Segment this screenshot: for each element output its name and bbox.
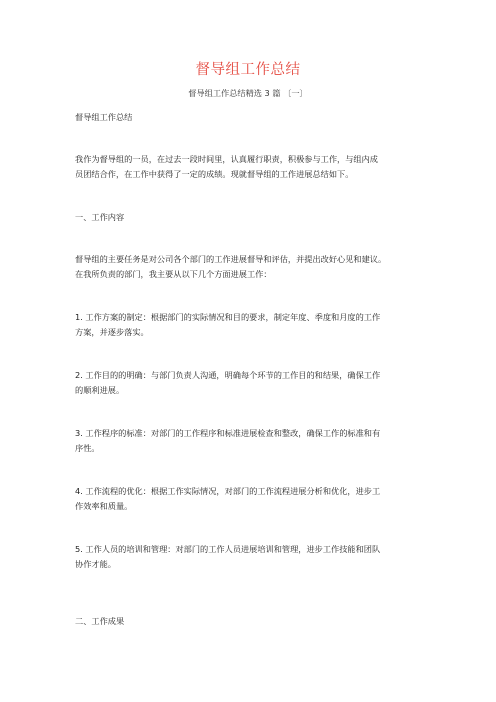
intro-line-1: 我作为督导组的一员，在过去一段时间里，认真履行职责，积极参与工作，与组内成 xyxy=(75,154,378,164)
intro-line-2: 员团结合作，在工作中获得了一定的成绩。现就督导组的工作进展总结如下。 xyxy=(75,169,354,179)
section1-intro-line-2: 在我所负责的部门，我主要从以下几个方面进展工作： xyxy=(75,269,272,279)
section1-title: 一、工作内容 xyxy=(75,212,125,222)
item-4-line-1: 4. 工作流程的优化：根据工作实际情况，对部门的工作流程进展分析和优化，进步工 xyxy=(75,486,381,496)
item-1-line-1: 1. 工作方案的制定：根据部门的实际情况和目的要求，制定年度、季度和月度的工作 xyxy=(75,312,381,322)
item-4-line-2: 作效率和质量。 xyxy=(75,501,133,511)
item-3-line-1: 3. 工作程序的标准：对部门的工作程序和标准进展检查和整改，确保工作的标准和有 xyxy=(75,428,381,438)
item-1-line-2: 方案，并逐步落实。 xyxy=(75,327,149,337)
section-heading: 督导组工作总结 xyxy=(75,112,133,122)
item-3-line-2: 序性。 xyxy=(75,443,100,453)
item-2-line-2: 的顺利进展。 xyxy=(75,385,125,395)
section2-title: 二、工作成果 xyxy=(75,616,125,626)
document-title: 督导组工作总结 xyxy=(195,62,301,78)
section1-intro-line-1: 督导组的主要任务是对公司各个部门的工作进展督导和评估，并提出改好心见和建议。 xyxy=(75,254,387,264)
item-5-line-2: 协作才能。 xyxy=(75,559,116,569)
document-subtitle: 督导组工作总结精选 3 篇 〔一〕 xyxy=(188,88,308,98)
item-2-line-1: 2. 工作目的的明确：与部门负责人沟通，明确每个环节的工作目的和结果，确保工作 xyxy=(75,370,381,380)
item-5-line-1: 5. 工作人员的培训和管理：对部门的工作人员进展培训和管理，进步工作技能和团队 xyxy=(75,544,381,554)
